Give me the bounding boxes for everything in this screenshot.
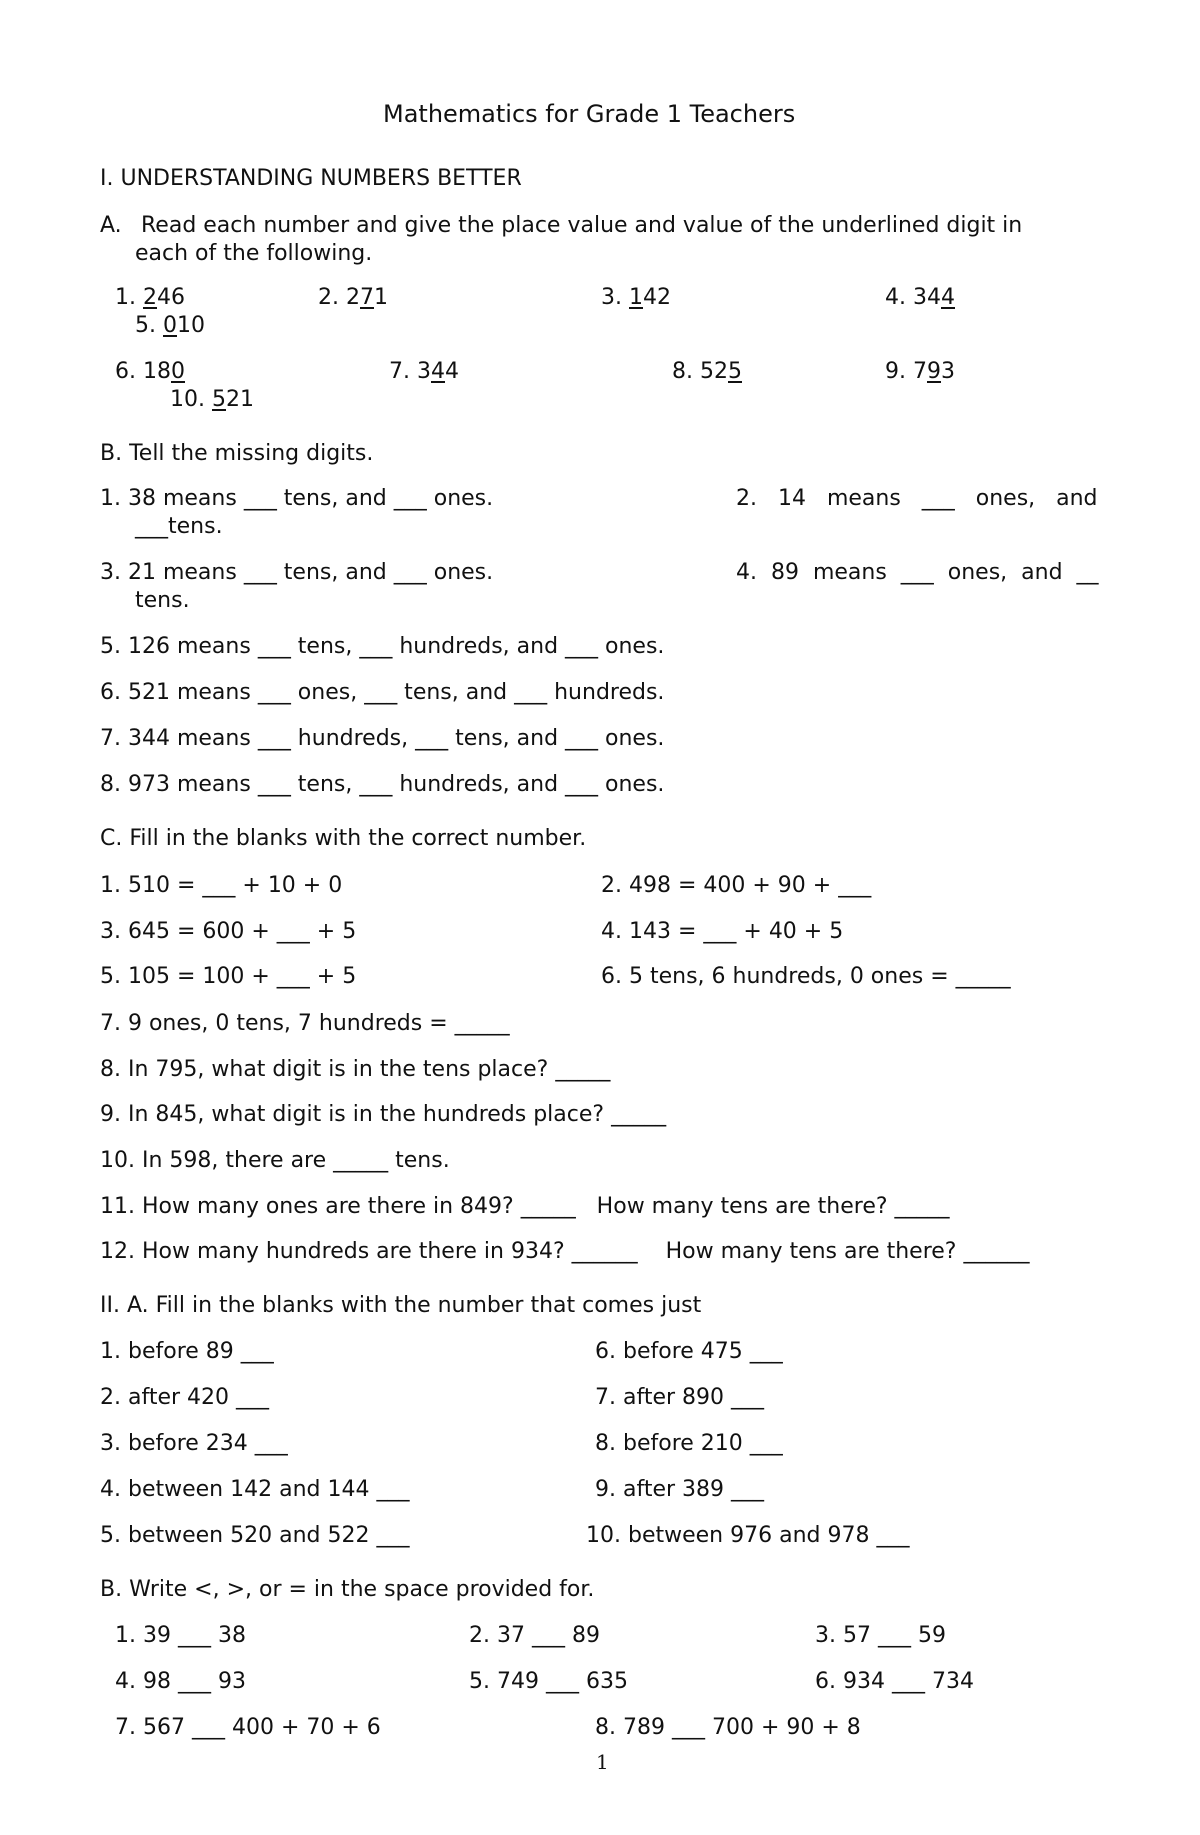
- partC-item: 3. 645 = 600 + ___ + 5: [100, 919, 357, 944]
- section2-partA-item: 3. before 234 ___: [100, 1431, 288, 1456]
- underlined-digit: 5: [728, 359, 742, 384]
- section2-partA-item: 2. after 420 ___: [100, 1385, 270, 1410]
- partB-heading: B. Tell the missing digits.: [100, 441, 374, 466]
- partC-item: 5. 105 = 100 + ___ + 5: [100, 964, 357, 989]
- section2-partA-item: 8. before 210 ___: [595, 1431, 783, 1456]
- section2-partB-item: 6. 934 ___ 734: [815, 1669, 974, 1694]
- partB-item: 7. 344 means ___ hundreds, ___ tens, and ___ ones.: [100, 726, 665, 751]
- partB-item: 2. 14 means ___ ones, and: [736, 486, 1098, 511]
- underlined-digit: 0: [171, 359, 185, 384]
- partC-item: 8. In 795, what digit is in the tens place? _____: [100, 1057, 611, 1082]
- partA-item: 9. 793: [885, 359, 955, 384]
- partA-item: 3. 142: [601, 285, 671, 310]
- partA-item: 2. 271: [318, 285, 388, 310]
- partC-item: 1. 510 = ___ + 10 + 0: [100, 873, 343, 898]
- underlined-digit: 9: [927, 359, 941, 384]
- partA-item: 4. 344: [885, 285, 955, 310]
- section2-partA-item: 10. between 976 and 978 ___: [586, 1523, 910, 1548]
- section2-partB-item: 8. 789 ___ 700 + 90 + 8: [595, 1715, 861, 1740]
- underlined-digit: 0: [163, 313, 177, 338]
- section2-partB-item: 2. 37 ___ 89: [469, 1623, 600, 1648]
- partA-instruction-line2: each of the following.: [135, 241, 373, 266]
- partB-item-continued: ___tens.: [135, 514, 223, 539]
- section2-partA-item: 6. before 475 ___: [595, 1339, 783, 1364]
- partB-item-continued: tens.: [135, 588, 190, 613]
- partA-item: 7. 344: [389, 359, 459, 384]
- section2-partA-item: 5. between 520 and 522 ___: [100, 1523, 410, 1548]
- section2-partB-item: 3. 57 ___ 59: [815, 1623, 946, 1648]
- underlined-digit: 7: [360, 285, 374, 310]
- partC-item: 2. 498 = 400 + 90 + ___: [601, 873, 872, 898]
- section2-partA-item: 7. after 890 ___: [595, 1385, 765, 1410]
- partA-label: A.: [100, 213, 122, 238]
- section2-partB-heading: B. Write <, >, or = in the space provided for.: [100, 1577, 595, 1602]
- partA-item: 8. 525: [672, 359, 742, 384]
- partC-item: 9. In 845, what digit is in the hundreds place? _____: [100, 1102, 667, 1127]
- section2-partA-item: 1. before 89 ___: [100, 1339, 274, 1364]
- underlined-digit: 5: [212, 387, 226, 412]
- partC-item: 6. 5 tens, 6 hundreds, 0 ones = _____: [601, 964, 1011, 989]
- partA-item: 6. 180: [115, 359, 185, 384]
- page-title: Mathematics for Grade 1 Teachers: [383, 100, 796, 128]
- underlined-digit: 4: [431, 359, 445, 384]
- section2-partA-heading: II. A. Fill in the blanks with the number that comes just: [100, 1293, 702, 1318]
- section2-partB-item: 5. 749 ___ 635: [469, 1669, 628, 1694]
- partC-item: 11. How many ones are there in 849? _____ How many tens are there? _____: [100, 1194, 950, 1219]
- partA-item: 5. 010: [135, 313, 205, 338]
- section2-partA-item: 4. between 142 and 144 ___: [100, 1477, 410, 1502]
- underlined-digit: 4: [941, 285, 955, 310]
- partB-item: 4. 89 means ___ ones, and __: [736, 560, 1099, 585]
- partC-heading: C. Fill in the blanks with the correct number.: [100, 826, 587, 851]
- section2-partB-item: 7. 567 ___ 400 + 70 + 6: [115, 1715, 381, 1740]
- partA-item: 1. 246: [115, 285, 185, 310]
- page-number: 1: [596, 1750, 609, 1774]
- underlined-digit: 2: [143, 285, 157, 310]
- partA-item: 10. 521: [170, 387, 254, 412]
- partB-item: 3. 21 means ___ tens, and ___ ones.: [100, 560, 494, 585]
- partC-item: 12. How many hundreds are there in 934? ______ How many tens are there? ______: [100, 1239, 1030, 1264]
- partC-item: 10. In 598, there are _____ tens.: [100, 1148, 450, 1173]
- partC-item: 4. 143 = ___ + 40 + 5: [601, 919, 844, 944]
- section2-partA-item: 9. after 389 ___: [595, 1477, 765, 1502]
- section1-heading: I. UNDERSTANDING NUMBERS BETTER: [100, 166, 522, 191]
- partC-item: 7. 9 ones, 0 tens, 7 hundreds = _____: [100, 1011, 510, 1036]
- partA-instruction-line1: Read each number and give the place value and value of the underlined digit in: [141, 213, 1023, 238]
- partB-item: 8. 973 means ___ tens, ___ hundreds, and ___ ones.: [100, 772, 665, 797]
- section2-partB-item: 4. 98 ___ 93: [115, 1669, 246, 1694]
- partB-item: 1. 38 means ___ tens, and ___ ones.: [100, 486, 494, 511]
- partB-item: 5. 126 means ___ tens, ___ hundreds, and ___ ones.: [100, 634, 665, 659]
- partB-item: 6. 521 means ___ ones, ___ tens, and ___ hundreds.: [100, 680, 665, 705]
- underlined-digit: 1: [629, 285, 643, 310]
- section2-partB-item: 1. 39 ___ 38: [115, 1623, 246, 1648]
